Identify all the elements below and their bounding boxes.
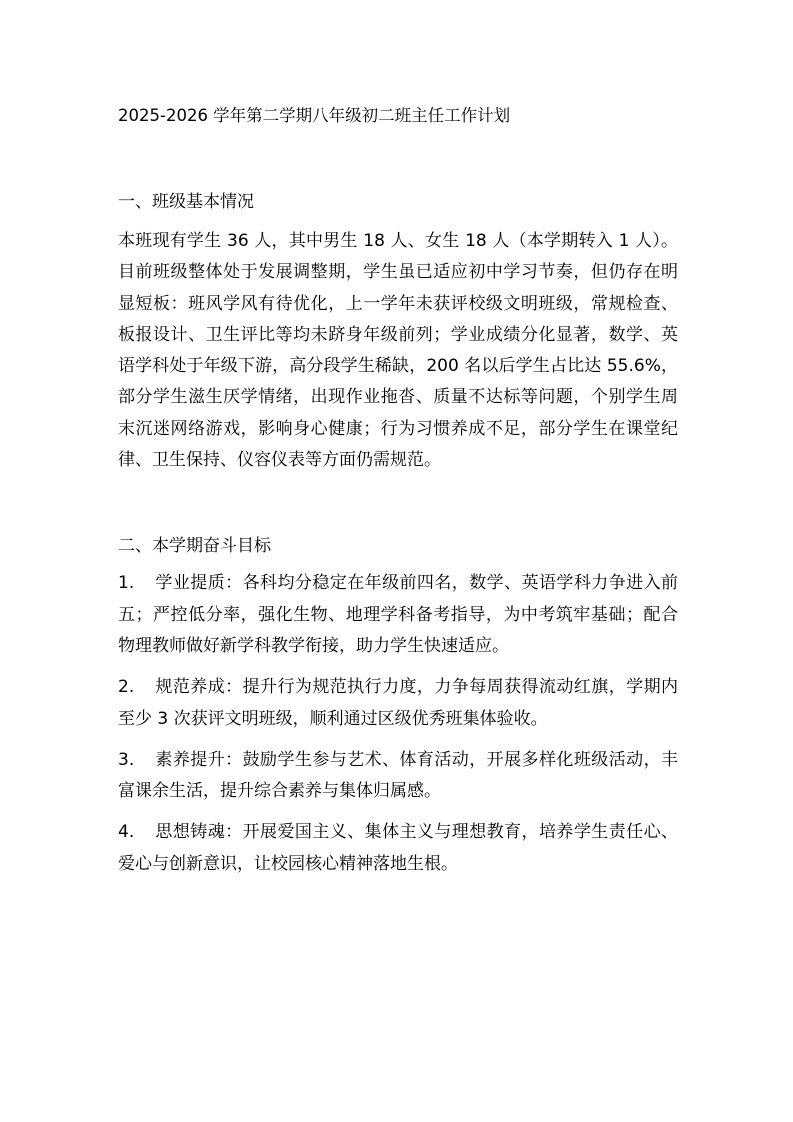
goal-text: 规范养成：提升行为规范执行力度，力争每周获得流动红旗，学期内至少 3 次获评文明班级，顺利通过区级优秀班集体验收。	[118, 677, 678, 729]
goal-item-conduct	[118, 672, 678, 735]
goal-text: 素养提升：鼓励学生参与艺术、体育活动，开展多样化班级活动，丰富课余生活，提升综合素养与集体归属感。	[118, 749, 678, 802]
goal-item-academic	[118, 568, 678, 662]
document-content	[118, 104, 678, 890]
class-overview-paragraph: 本班现有学生 36 人，其中男生 18 人、女生 18 人（本学期转入 1 人）。目前班级整体处于发展调整期，学生虽已适应初中学习节奏，但仍存在明显短板：班风学风有待优化，上一学年未获评校级文明班级，常规检查、板报设计、卫生评比等均未跻身年级前列；学业成绩分化显著，数学、英语学科处于年级下游，高分段学生稀缺，200 名以后学生占比达 55.6%，部分学生滋生厌学情绪，出现作业拖沓、质量不达标等问题，个别学生周末沉迷网络游戏，影响身心健康；行为习惯养成不足，部分学生在课堂纪律、卫生保持、仪容仪表等方面仍需规范。	[118, 231, 678, 471]
goal-item-ideology	[118, 817, 678, 880]
section-heading-class-overview: 一、班级基本情况	[118, 192, 254, 212]
goal-number: 3.	[118, 749, 135, 770]
goal-number: 2.	[118, 677, 135, 698]
goal-list	[118, 568, 678, 880]
section-heading-semester-goals: 二、本学期奋斗目标	[118, 536, 271, 557]
goal-text: 学业提质：各科均分稳定在年级前四名，数学、英语学科力争进入前五；严控低分率，强化生物、地理学科备考指导，为中考筑牢基础；配合物理教师做好新学科教学衔接，助力学生快速适应。	[118, 573, 678, 656]
goal-number: 1.	[118, 573, 135, 594]
goal-number: 4.	[118, 822, 135, 843]
goal-item-literacy	[118, 745, 678, 808]
document-title: 2025-2026 学年第二学期八年级初二班主任工作计划	[118, 106, 511, 125]
goal-text: 思想铸魂：开展爱国主义、集体主义与理想教育，培养学生责任心、爱心与创新意识，让校园核心精神落地生根。	[118, 822, 678, 874]
